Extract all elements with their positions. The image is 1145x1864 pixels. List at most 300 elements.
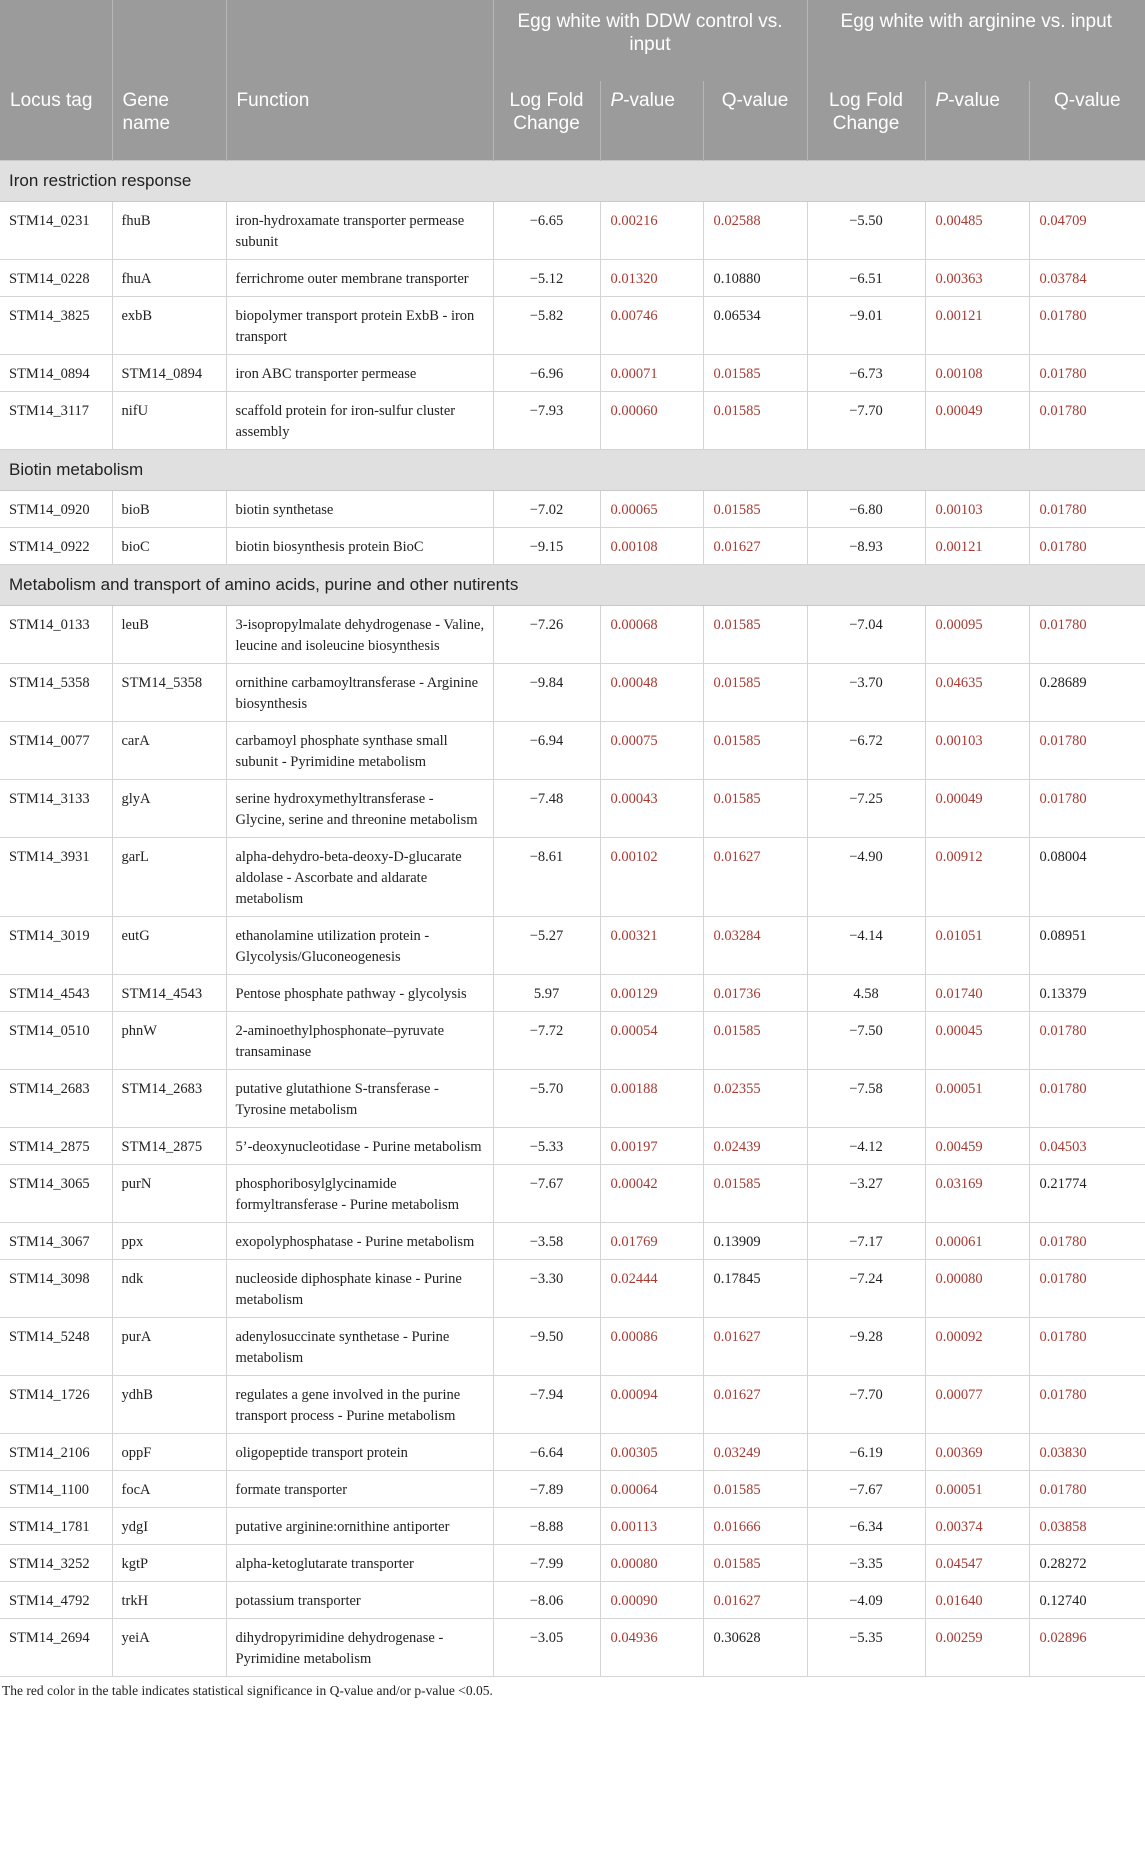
cell-p-value-arginine: 0.00121 xyxy=(925,528,1029,565)
cell-q-value-arginine: 0.02896 xyxy=(1029,1619,1145,1677)
cell-log-fold-change-arginine: −7.58 xyxy=(807,1070,925,1128)
cell-locus-tag: STM14_2683 xyxy=(0,1070,112,1128)
cell-log-fold-change-ddw: −7.26 xyxy=(493,606,600,664)
cell-locus-tag: STM14_3019 xyxy=(0,917,112,975)
cell-function: ethanolamine utilization protein - Glycolysis/Gluconeogenesis xyxy=(226,917,493,975)
cell-function: scaffold protein for iron-sulfur cluster assembly xyxy=(226,392,493,450)
cell-q-value-ddw: 0.01585 xyxy=(703,1165,807,1223)
cell-p-value-arginine: 0.00049 xyxy=(925,780,1029,838)
cell-q-value-ddw: 0.01585 xyxy=(703,722,807,780)
cell-function: adenylosuccinate synthetase - Purine metabolism xyxy=(226,1318,493,1376)
cell-q-value-arginine: 0.08004 xyxy=(1029,838,1145,917)
table-row xyxy=(0,975,1145,1012)
cell-gene-name: STM14_4543 xyxy=(112,975,226,1012)
cell-q-value-arginine: 0.01780 xyxy=(1029,1223,1145,1260)
cell-p-value-ddw: 0.00043 xyxy=(600,780,703,838)
cell-function: oligopeptide transport protein xyxy=(226,1434,493,1471)
header-p-rest: -value xyxy=(623,90,675,111)
cell-gene-name: nifU xyxy=(112,392,226,450)
cell-p-value-arginine: 0.00045 xyxy=(925,1012,1029,1070)
cell-q-value-ddw: 0.01585 xyxy=(703,355,807,392)
cell-log-fold-change-ddw: −9.84 xyxy=(493,664,600,722)
cell-gene-name: fhuA xyxy=(112,260,226,297)
cell-q-value-ddw: 0.01627 xyxy=(703,838,807,917)
cell-function: iron-hydroxamate transporter permease subunit xyxy=(226,202,493,260)
header-blank xyxy=(112,0,226,81)
cell-locus-tag: STM14_3065 xyxy=(0,1165,112,1223)
cell-q-value-ddw: 0.01627 xyxy=(703,1582,807,1619)
cell-q-value-ddw: 0.01627 xyxy=(703,1376,807,1434)
cell-q-value-arginine: 0.01780 xyxy=(1029,297,1145,355)
cell-function: regulates a gene involved in the purine transport process - Purine metabolism xyxy=(226,1376,493,1434)
cell-log-fold-change-arginine: −3.70 xyxy=(807,664,925,722)
cell-q-value-arginine: 0.21774 xyxy=(1029,1165,1145,1223)
cell-p-value-arginine: 0.00369 xyxy=(925,1434,1029,1471)
cell-q-value-arginine: 0.01780 xyxy=(1029,1471,1145,1508)
cell-log-fold-change-arginine: −4.14 xyxy=(807,917,925,975)
cell-p-value-ddw: 0.00108 xyxy=(600,528,703,565)
cell-locus-tag: STM14_4792 xyxy=(0,1582,112,1619)
table-row xyxy=(0,780,1145,838)
header-function: Function xyxy=(226,81,493,161)
cell-function: biopolymer transport protein ExbB - iron transport xyxy=(226,297,493,355)
cell-q-value-arginine: 0.01780 xyxy=(1029,606,1145,664)
header-p-value xyxy=(600,81,703,161)
header-q-value: Q-value xyxy=(703,81,807,161)
cell-gene-name: carA xyxy=(112,722,226,780)
cell-function: nucleoside diphosphate kinase - Purine metabolism xyxy=(226,1260,493,1318)
cell-log-fold-change-arginine: −6.19 xyxy=(807,1434,925,1471)
cell-q-value-arginine: 0.12740 xyxy=(1029,1582,1145,1619)
cell-gene-name: bioC xyxy=(112,528,226,565)
section-header-row xyxy=(0,450,1145,491)
cell-log-fold-change-ddw: −3.58 xyxy=(493,1223,600,1260)
table-row xyxy=(0,355,1145,392)
header-p-rest: -value xyxy=(948,90,1000,111)
cell-locus-tag: STM14_2875 xyxy=(0,1128,112,1165)
cell-q-value-ddw: 0.01585 xyxy=(703,1545,807,1582)
cell-gene-name: STM14_2875 xyxy=(112,1128,226,1165)
cell-gene-name: yeiA xyxy=(112,1619,226,1677)
cell-q-value-arginine: 0.04503 xyxy=(1029,1128,1145,1165)
header-p-italic: P xyxy=(935,90,949,111)
cell-gene-name: ndk xyxy=(112,1260,226,1318)
cell-q-value-ddw: 0.17845 xyxy=(703,1260,807,1318)
section-title: Iron restriction response xyxy=(0,161,1145,202)
table-row xyxy=(0,1508,1145,1545)
cell-log-fold-change-ddw: −7.72 xyxy=(493,1012,600,1070)
cell-function: alpha-dehydro-beta-deoxy-D-glucarate aldolase - Ascorbate and aldarate metabolism xyxy=(226,838,493,917)
cell-log-fold-change-arginine: −3.35 xyxy=(807,1545,925,1582)
table-row xyxy=(0,664,1145,722)
cell-gene-name: eutG xyxy=(112,917,226,975)
cell-q-value-ddw: 0.01585 xyxy=(703,392,807,450)
table-footnote: The red color in the table indicates statistical significance in Q-value and/or p-value <0.05. xyxy=(2,1683,493,1698)
cell-p-value-ddw: 0.00086 xyxy=(600,1318,703,1376)
cell-q-value-arginine: 0.01780 xyxy=(1029,722,1145,780)
cell-log-fold-change-ddw: −5.27 xyxy=(493,917,600,975)
cell-p-value-arginine: 0.03169 xyxy=(925,1165,1029,1223)
cell-gene-name: fhuB xyxy=(112,202,226,260)
cell-q-value-ddw: 0.06534 xyxy=(703,297,807,355)
cell-gene-name: purN xyxy=(112,1165,226,1223)
cell-log-fold-change-arginine: −7.70 xyxy=(807,1376,925,1434)
cell-locus-tag: STM14_0077 xyxy=(0,722,112,780)
cell-p-value-ddw: 0.00102 xyxy=(600,838,703,917)
cell-p-value-ddw: 0.00216 xyxy=(600,202,703,260)
cell-p-value-arginine: 0.00061 xyxy=(925,1223,1029,1260)
cell-p-value-arginine: 0.00092 xyxy=(925,1318,1029,1376)
cell-q-value-ddw: 0.01585 xyxy=(703,780,807,838)
cell-log-fold-change-arginine: −5.50 xyxy=(807,202,925,260)
cell-q-value-arginine: 0.28272 xyxy=(1029,1545,1145,1582)
cell-log-fold-change-ddw: −7.89 xyxy=(493,1471,600,1508)
cell-gene-name: STM14_0894 xyxy=(112,355,226,392)
cell-p-value-ddw: 0.00188 xyxy=(600,1070,703,1128)
cell-gene-name: exbB xyxy=(112,297,226,355)
cell-log-fold-change-ddw: −9.50 xyxy=(493,1318,600,1376)
cell-p-value-ddw: 0.00113 xyxy=(600,1508,703,1545)
cell-q-value-ddw: 0.01585 xyxy=(703,664,807,722)
cell-p-value-arginine: 0.00080 xyxy=(925,1260,1029,1318)
section-title: Biotin metabolism xyxy=(0,450,1145,491)
cell-locus-tag: STM14_0920 xyxy=(0,491,112,528)
cell-locus-tag: STM14_3098 xyxy=(0,1260,112,1318)
cell-gene-name: kgtP xyxy=(112,1545,226,1582)
cell-q-value-ddw: 0.01585 xyxy=(703,606,807,664)
cell-log-fold-change-arginine: −9.01 xyxy=(807,297,925,355)
cell-q-value-ddw: 0.03284 xyxy=(703,917,807,975)
cell-p-value-ddw: 0.00080 xyxy=(600,1545,703,1582)
cell-p-value-arginine: 0.00108 xyxy=(925,355,1029,392)
cell-q-value-ddw: 0.02355 xyxy=(703,1070,807,1128)
cell-function: ornithine carbamoyltransferase - Arginine biosynthesis xyxy=(226,664,493,722)
cell-q-value-arginine: 0.04709 xyxy=(1029,202,1145,260)
cell-log-fold-change-arginine: 4.58 xyxy=(807,975,925,1012)
cell-function: alpha-ketoglutarate transporter xyxy=(226,1545,493,1582)
cell-gene-name: glyA xyxy=(112,780,226,838)
cell-log-fold-change-ddw: −6.94 xyxy=(493,722,600,780)
cell-gene-name: trkH xyxy=(112,1582,226,1619)
cell-q-value-arginine: 0.03830 xyxy=(1029,1434,1145,1471)
section-header-row xyxy=(0,161,1145,202)
cell-log-fold-change-ddw: −8.88 xyxy=(493,1508,600,1545)
cell-log-fold-change-arginine: −6.80 xyxy=(807,491,925,528)
cell-function: potassium transporter xyxy=(226,1582,493,1619)
cell-p-value-ddw: 0.00305 xyxy=(600,1434,703,1471)
cell-p-value-ddw: 0.00042 xyxy=(600,1165,703,1223)
header-log-fold-change: Log Fold Change xyxy=(493,81,600,161)
cell-function: Pentose phosphate pathway - glycolysis xyxy=(226,975,493,1012)
cell-locus-tag: STM14_5358 xyxy=(0,664,112,722)
cell-q-value-ddw: 0.01585 xyxy=(703,1012,807,1070)
section-title: Metabolism and transport of amino acids, purine and other nutirents xyxy=(0,565,1145,606)
cell-q-value-arginine: 0.01780 xyxy=(1029,780,1145,838)
cell-gene-name: garL xyxy=(112,838,226,917)
cell-p-value-ddw: 0.00090 xyxy=(600,1582,703,1619)
cell-p-value-ddw: 0.02444 xyxy=(600,1260,703,1318)
cell-function: iron ABC transporter permease xyxy=(226,355,493,392)
table-row xyxy=(0,1545,1145,1582)
header-p-italic: P xyxy=(610,90,624,111)
cell-q-value-arginine: 0.01780 xyxy=(1029,355,1145,392)
cell-p-value-ddw: 0.00068 xyxy=(600,606,703,664)
cell-log-fold-change-ddw: −6.96 xyxy=(493,355,600,392)
cell-locus-tag: STM14_3067 xyxy=(0,1223,112,1260)
cell-function: 2-aminoethylphosphonate–pyruvate transaminase xyxy=(226,1012,493,1070)
cell-log-fold-change-arginine: −7.04 xyxy=(807,606,925,664)
cell-q-value-arginine: 0.01780 xyxy=(1029,1260,1145,1318)
cell-q-value-arginine: 0.01780 xyxy=(1029,1070,1145,1128)
cell-log-fold-change-ddw: −5.33 xyxy=(493,1128,600,1165)
cell-q-value-ddw: 0.30628 xyxy=(703,1619,807,1677)
cell-p-value-ddw: 0.00064 xyxy=(600,1471,703,1508)
cell-gene-name: STM14_2683 xyxy=(112,1070,226,1128)
header-q-value: Q-value xyxy=(1029,81,1145,161)
cell-p-value-ddw: 0.00071 xyxy=(600,355,703,392)
cell-function: dihydropyrimidine dehydrogenase - Pyrimidine metabolism xyxy=(226,1619,493,1677)
header-blank xyxy=(0,0,112,81)
cell-locus-tag: STM14_3931 xyxy=(0,838,112,917)
table-row xyxy=(0,838,1145,917)
cell-q-value-arginine: 0.08951 xyxy=(1029,917,1145,975)
cell-log-fold-change-ddw: 5.97 xyxy=(493,975,600,1012)
cell-log-fold-change-ddw: −8.61 xyxy=(493,838,600,917)
cell-log-fold-change-ddw: −5.70 xyxy=(493,1070,600,1128)
cell-log-fold-change-arginine: −7.17 xyxy=(807,1223,925,1260)
cell-function: carbamoyl phosphate synthase small subunit - Pyrimidine metabolism xyxy=(226,722,493,780)
table-row xyxy=(0,1376,1145,1434)
header-locus-tag: Locus tag xyxy=(0,81,112,161)
cell-log-fold-change-arginine: −8.93 xyxy=(807,528,925,565)
cell-locus-tag: STM14_0894 xyxy=(0,355,112,392)
cell-p-value-arginine: 0.04547 xyxy=(925,1545,1029,1582)
cell-p-value-ddw: 0.01320 xyxy=(600,260,703,297)
header-group-ddw-control: Egg white with DDW control vs. input xyxy=(493,0,807,81)
cell-q-value-arginine: 0.03858 xyxy=(1029,1508,1145,1545)
cell-p-value-ddw: 0.00094 xyxy=(600,1376,703,1434)
table-row xyxy=(0,1128,1145,1165)
cell-q-value-arginine: 0.03784 xyxy=(1029,260,1145,297)
table-body xyxy=(0,161,1145,1677)
table-row xyxy=(0,297,1145,355)
cell-gene-name: leuB xyxy=(112,606,226,664)
cell-q-value-arginine: 0.01780 xyxy=(1029,1318,1145,1376)
cell-log-fold-change-ddw: −7.48 xyxy=(493,780,600,838)
cell-p-value-arginine: 0.00485 xyxy=(925,202,1029,260)
cell-log-fold-change-arginine: −9.28 xyxy=(807,1318,925,1376)
cell-p-value-arginine: 0.00912 xyxy=(925,838,1029,917)
cell-locus-tag: STM14_0510 xyxy=(0,1012,112,1070)
cell-p-value-arginine: 0.04635 xyxy=(925,664,1029,722)
cell-function: serine hydroxymethyltransferase - Glycine, serine and threonine metabolism xyxy=(226,780,493,838)
table-row xyxy=(0,1012,1145,1070)
cell-q-value-ddw: 0.01627 xyxy=(703,528,807,565)
table-row xyxy=(0,1165,1145,1223)
cell-p-value-arginine: 0.00077 xyxy=(925,1376,1029,1434)
cell-p-value-arginine: 0.00363 xyxy=(925,260,1029,297)
cell-gene-name: ppx xyxy=(112,1223,226,1260)
cell-locus-tag: STM14_1781 xyxy=(0,1508,112,1545)
table-row xyxy=(0,722,1145,780)
cell-log-fold-change-arginine: −5.35 xyxy=(807,1619,925,1677)
header-group-arginine: Egg white with arginine vs. input xyxy=(807,0,1145,81)
table-row xyxy=(0,917,1145,975)
cell-log-fold-change-ddw: −8.06 xyxy=(493,1582,600,1619)
cell-q-value-ddw: 0.03249 xyxy=(703,1434,807,1471)
cell-log-fold-change-arginine: −7.67 xyxy=(807,1471,925,1508)
cell-locus-tag: STM14_5248 xyxy=(0,1318,112,1376)
cell-p-value-ddw: 0.00054 xyxy=(600,1012,703,1070)
cell-p-value-ddw: 0.00048 xyxy=(600,664,703,722)
table-row xyxy=(0,392,1145,450)
cell-locus-tag: STM14_1100 xyxy=(0,1471,112,1508)
cell-p-value-ddw: 0.00321 xyxy=(600,917,703,975)
cell-log-fold-change-ddw: −7.67 xyxy=(493,1165,600,1223)
cell-q-value-ddw: 0.02439 xyxy=(703,1128,807,1165)
cell-log-fold-change-arginine: −7.24 xyxy=(807,1260,925,1318)
cell-function: exopolyphosphatase - Purine metabolism xyxy=(226,1223,493,1260)
cell-p-value-arginine: 0.00103 xyxy=(925,491,1029,528)
cell-function: biotin biosynthesis protein BioC xyxy=(226,528,493,565)
table-row xyxy=(0,260,1145,297)
cell-locus-tag: STM14_1726 xyxy=(0,1376,112,1434)
cell-q-value-arginine: 0.13379 xyxy=(1029,975,1145,1012)
cell-log-fold-change-arginine: −3.27 xyxy=(807,1165,925,1223)
cell-gene-name: bioB xyxy=(112,491,226,528)
cell-gene-name: STM14_5358 xyxy=(112,664,226,722)
cell-p-value-ddw: 0.00746 xyxy=(600,297,703,355)
cell-locus-tag: STM14_2694 xyxy=(0,1619,112,1677)
cell-function: 3-isopropylmalate dehydrogenase - Valine, leucine and isoleucine biosynthesis xyxy=(226,606,493,664)
cell-log-fold-change-arginine: −6.72 xyxy=(807,722,925,780)
cell-p-value-ddw: 0.04936 xyxy=(600,1619,703,1677)
cell-log-fold-change-ddw: −5.12 xyxy=(493,260,600,297)
cell-locus-tag: STM14_2106 xyxy=(0,1434,112,1471)
cell-locus-tag: STM14_0228 xyxy=(0,260,112,297)
cell-locus-tag: STM14_3252 xyxy=(0,1545,112,1582)
cell-log-fold-change-ddw: −7.99 xyxy=(493,1545,600,1582)
cell-function: 5’-deoxynucleotidase - Purine metabolism xyxy=(226,1128,493,1165)
section-header-row xyxy=(0,565,1145,606)
cell-log-fold-change-ddw: −7.94 xyxy=(493,1376,600,1434)
table-row xyxy=(0,1434,1145,1471)
cell-gene-name: focA xyxy=(112,1471,226,1508)
cell-log-fold-change-arginine: −7.25 xyxy=(807,780,925,838)
cell-p-value-arginine: 0.01640 xyxy=(925,1582,1029,1619)
cell-log-fold-change-arginine: −7.70 xyxy=(807,392,925,450)
cell-function: formate transporter xyxy=(226,1471,493,1508)
cell-q-value-arginine: 0.01780 xyxy=(1029,1012,1145,1070)
cell-q-value-ddw: 0.01736 xyxy=(703,975,807,1012)
cell-p-value-arginine: 0.01740 xyxy=(925,975,1029,1012)
cell-p-value-arginine: 0.00374 xyxy=(925,1508,1029,1545)
table-row xyxy=(0,1070,1145,1128)
cell-q-value-arginine: 0.01780 xyxy=(1029,1376,1145,1434)
cell-p-value-ddw: 0.00065 xyxy=(600,491,703,528)
cell-log-fold-change-arginine: −4.90 xyxy=(807,838,925,917)
cell-gene-name: ydhB xyxy=(112,1376,226,1434)
table-row xyxy=(0,606,1145,664)
table-row xyxy=(0,528,1145,565)
cell-log-fold-change-ddw: −9.15 xyxy=(493,528,600,565)
cell-log-fold-change-arginine: −6.51 xyxy=(807,260,925,297)
cell-p-value-arginine: 0.01051 xyxy=(925,917,1029,975)
cell-p-value-arginine: 0.00259 xyxy=(925,1619,1029,1677)
cell-log-fold-change-ddw: −7.02 xyxy=(493,491,600,528)
cell-q-value-ddw: 0.01585 xyxy=(703,491,807,528)
cell-p-value-arginine: 0.00051 xyxy=(925,1070,1029,1128)
cell-locus-tag: STM14_0133 xyxy=(0,606,112,664)
cell-p-value-ddw: 0.00129 xyxy=(600,975,703,1012)
table-row xyxy=(0,1471,1145,1508)
cell-p-value-ddw: 0.00075 xyxy=(600,722,703,780)
table-row xyxy=(0,491,1145,528)
cell-p-value-arginine: 0.00121 xyxy=(925,297,1029,355)
cell-p-value-arginine: 0.00049 xyxy=(925,392,1029,450)
cell-p-value-arginine: 0.00103 xyxy=(925,722,1029,780)
table-row xyxy=(0,1223,1145,1260)
cell-p-value-arginine: 0.00051 xyxy=(925,1471,1029,1508)
cell-function: putative glutathione S-transferase - Tyrosine metabolism xyxy=(226,1070,493,1128)
cell-p-value-ddw: 0.01769 xyxy=(600,1223,703,1260)
cell-q-value-arginine: 0.28689 xyxy=(1029,664,1145,722)
header-p-value xyxy=(925,81,1029,161)
cell-log-fold-change-arginine: −4.12 xyxy=(807,1128,925,1165)
cell-gene-name: oppF xyxy=(112,1434,226,1471)
cell-locus-tag: STM14_3825 xyxy=(0,297,112,355)
cell-locus-tag: STM14_4543 xyxy=(0,975,112,1012)
cell-log-fold-change-arginine: −6.73 xyxy=(807,355,925,392)
cell-gene-name: ydgI xyxy=(112,1508,226,1545)
cell-log-fold-change-ddw: −5.82 xyxy=(493,297,600,355)
cell-log-fold-change-ddw: −6.65 xyxy=(493,202,600,260)
cell-function: ferrichrome outer membrane transporter xyxy=(226,260,493,297)
cell-gene-name: purA xyxy=(112,1318,226,1376)
cell-log-fold-change-ddw: −7.93 xyxy=(493,392,600,450)
table-row xyxy=(0,1619,1145,1677)
table-row xyxy=(0,1318,1145,1376)
cell-log-fold-change-arginine: −7.50 xyxy=(807,1012,925,1070)
cell-q-value-ddw: 0.13909 xyxy=(703,1223,807,1260)
cell-q-value-ddw: 0.01627 xyxy=(703,1318,807,1376)
cell-q-value-ddw: 0.02588 xyxy=(703,202,807,260)
cell-q-value-ddw: 0.01585 xyxy=(703,1471,807,1508)
table-row xyxy=(0,1582,1145,1619)
cell-log-fold-change-arginine: −4.09 xyxy=(807,1582,925,1619)
cell-p-value-ddw: 0.00197 xyxy=(600,1128,703,1165)
cell-locus-tag: STM14_3133 xyxy=(0,780,112,838)
cell-locus-tag: STM14_0922 xyxy=(0,528,112,565)
cell-p-value-arginine: 0.00459 xyxy=(925,1128,1029,1165)
cell-q-value-ddw: 0.01666 xyxy=(703,1508,807,1545)
cell-q-value-ddw: 0.10880 xyxy=(703,260,807,297)
header-log-fold-change: Log Fold Change xyxy=(807,81,925,161)
cell-locus-tag: STM14_3117 xyxy=(0,392,112,450)
cell-function: biotin synthetase xyxy=(226,491,493,528)
table-row xyxy=(0,1260,1145,1318)
cell-log-fold-change-ddw: −6.64 xyxy=(493,1434,600,1471)
header-blank xyxy=(226,0,493,81)
cell-p-value-arginine: 0.00095 xyxy=(925,606,1029,664)
cell-locus-tag: STM14_0231 xyxy=(0,202,112,260)
cell-q-value-arginine: 0.01780 xyxy=(1029,491,1145,528)
cell-gene-name: phnW xyxy=(112,1012,226,1070)
cell-log-fold-change-ddw: −3.30 xyxy=(493,1260,600,1318)
cell-function: phosphoribosylglycinamide formyltransferase - Purine metabolism xyxy=(226,1165,493,1223)
cell-q-value-arginine: 0.01780 xyxy=(1029,392,1145,450)
cell-log-fold-change-ddw: −3.05 xyxy=(493,1619,600,1677)
